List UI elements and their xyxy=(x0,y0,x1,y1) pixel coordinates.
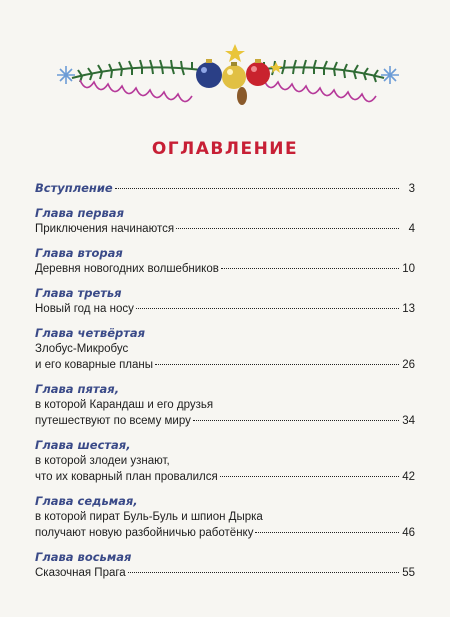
dot-leader xyxy=(193,419,399,421)
toc-entry-chapter-6[interactable] xyxy=(35,437,415,485)
chapter-title: Деревня новогодних волшебников xyxy=(35,263,219,275)
chapter-title-line: Злобус-Микробус xyxy=(35,343,129,355)
chapter-title: Новый год на носу xyxy=(35,303,134,315)
chapter-title-line: в которой злодеи узнают, xyxy=(35,455,170,467)
serpentine-ribbon-left xyxy=(80,80,192,102)
chapter-title: Сказочная Прага xyxy=(35,567,126,579)
chapter-heading: Глава шестая, xyxy=(35,438,131,452)
page-number: 42 xyxy=(402,471,415,483)
chapter-title-line: в которой пират Буль-Буль и шпион Дырка xyxy=(35,511,263,523)
toc-entry-intro[interactable] xyxy=(35,180,415,197)
pine-cone-icon xyxy=(237,87,247,105)
dot-leader xyxy=(155,363,399,365)
ornament-ball-gold xyxy=(222,65,246,89)
pine-branch-right xyxy=(252,60,384,82)
chapter-title: Приключения начинаются xyxy=(35,223,175,235)
chapter-heading: Глава четвёртая xyxy=(35,326,146,340)
chapter-title-line: в которой Карандаш и его друзья xyxy=(35,399,214,411)
page-title: ОГЛАВЛЕНИЕ xyxy=(151,139,299,159)
toc-entry-chapter-4[interactable] xyxy=(35,325,415,373)
chapter-title: что их коварный план провалился xyxy=(35,471,218,483)
dot-leader xyxy=(220,475,399,477)
table-of-contents xyxy=(35,180,415,589)
pine-branch-left xyxy=(72,60,202,82)
serpentine-ribbon-right xyxy=(264,80,376,102)
page-number: 10 xyxy=(402,263,415,275)
star-icon xyxy=(225,44,245,62)
dot-leader xyxy=(176,227,399,229)
toc-entry-chapter-1[interactable] xyxy=(35,205,415,237)
christmas-garland-illustration xyxy=(52,40,404,110)
intro-label: Вступление xyxy=(35,181,113,195)
dot-leader xyxy=(136,307,399,309)
chapter-heading: Глава седьмая, xyxy=(35,494,138,508)
page-number: 13 xyxy=(402,303,415,315)
toc-entry-chapter-8[interactable] xyxy=(35,549,415,581)
dot-leader xyxy=(255,531,399,533)
page-number: 3 xyxy=(408,183,415,195)
page-number: 4 xyxy=(408,223,415,235)
toc-entry-chapter-3[interactable] xyxy=(35,285,415,317)
star-icon-small xyxy=(270,62,282,73)
chapter-title: и его коварные планы xyxy=(35,359,154,371)
page-number: 55 xyxy=(402,567,415,579)
page-number: 26 xyxy=(402,359,415,371)
toc-entry-chapter-2[interactable] xyxy=(35,245,415,277)
dot-leader xyxy=(128,571,399,573)
chapter-title: получают новую разбойничью работёнку xyxy=(35,527,254,539)
chapter-heading: Глава вторая xyxy=(35,246,123,260)
ornament-ball-red xyxy=(246,62,270,86)
chapter-heading: Глава пятая, xyxy=(35,382,120,396)
toc-entry-chapter-7[interactable] xyxy=(35,493,415,541)
chapter-heading: Глава первая xyxy=(35,206,124,220)
chapter-title: путешествуют по всему миру xyxy=(35,415,191,427)
chapter-heading: Глава восьмая xyxy=(35,550,132,564)
page-number: 34 xyxy=(402,415,415,427)
ornament-ball-blue xyxy=(196,62,222,88)
toc-entry-chapter-5[interactable] xyxy=(35,381,415,429)
page-number: 46 xyxy=(402,527,415,539)
chapter-heading: Глава третья xyxy=(35,286,122,300)
dot-leader xyxy=(221,267,399,269)
dot-leader xyxy=(115,187,399,189)
